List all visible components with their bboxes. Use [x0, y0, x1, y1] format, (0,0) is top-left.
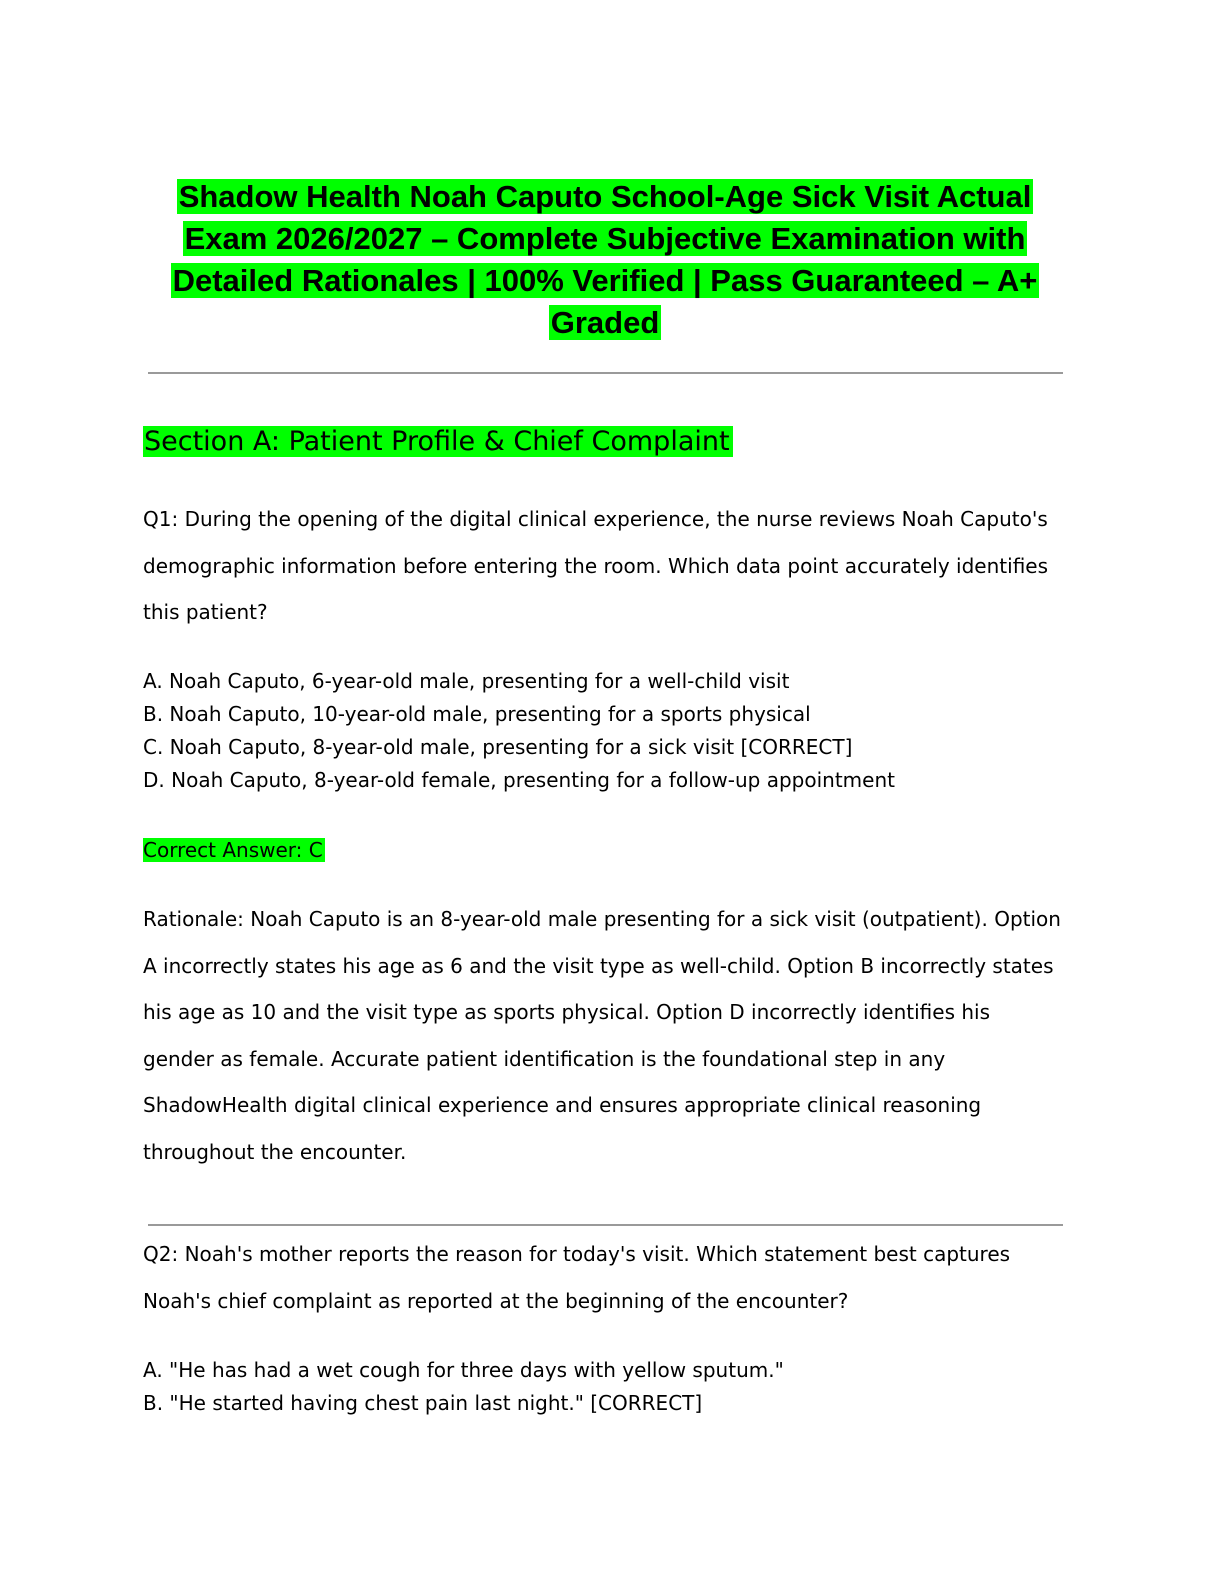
horizontal-rule-q2: [148, 1224, 1063, 1226]
q1-question: Q1: During the opening of the digital clinical experience, the nurse reviews Noah Caputo's demographic information before entering the room. Which data point accurately identifies this patient?: [143, 507, 1049, 624]
section-a-heading-text: Section A: Patient Profile & Chief Complaint: [143, 426, 733, 457]
q1-option-a: A. Noah Caputo, 6-year-old male, presenting for a well-child visit: [143, 669, 790, 693]
q1-option-c: C. Noah Caputo, 8-year-old male, presenting for a sick visit [CORRECT]: [143, 735, 853, 759]
q2-options: [143, 1354, 1083, 1420]
q1-option-b: B. Noah Caputo, 10-year-old male, presenting for a sports physical: [143, 702, 811, 726]
section-a-heading: [143, 422, 733, 462]
q2-option-b: B. "He started having chest pain last night." [CORRECT]: [143, 1391, 703, 1415]
q1-correct-answer: [143, 834, 325, 866]
q2-question: Q2: Noah's mother reports the reason for today's visit. Which statement best captures Noah's chief complaint as reported at the beginning of the encounter?: [143, 1242, 1011, 1313]
horizontal-rule-top: [148, 372, 1063, 374]
q1-options: [143, 665, 1083, 797]
q2-option-a: A. "He has had a wet cough for three days with yellow sputum.": [143, 1358, 784, 1382]
document-title-text: Shadow Health Noah Caputo School-Age Sick Visit Actual Exam 2026/2027 – Complete Subjective Examination with Detailed Rationales | 100% Verified | Pass Guaranteed – A+ Graded: [172, 179, 1038, 340]
q1-option-d: D. Noah Caputo, 8-year-old female, presenting for a follow-up appointment: [143, 768, 895, 792]
q1-rationale: Rationale: Noah Caputo is an 8-year-old male presenting for a sick visit (outpatient). Option A incorrectly states his age as 6 and the visit type as well-child. Option B incorrectly states his age as 10 and the visit type as sports physical. Option D incorrectly identifies his gender as female. Accurate patient identification is the foundational step in any ShadowHealth digital clinical experience and ensures appropriate clinical reasoning throughout the encounter.: [143, 907, 1061, 1164]
q1-correct-answer-text: Correct Answer: C: [143, 838, 323, 862]
document-title: [150, 176, 1060, 344]
